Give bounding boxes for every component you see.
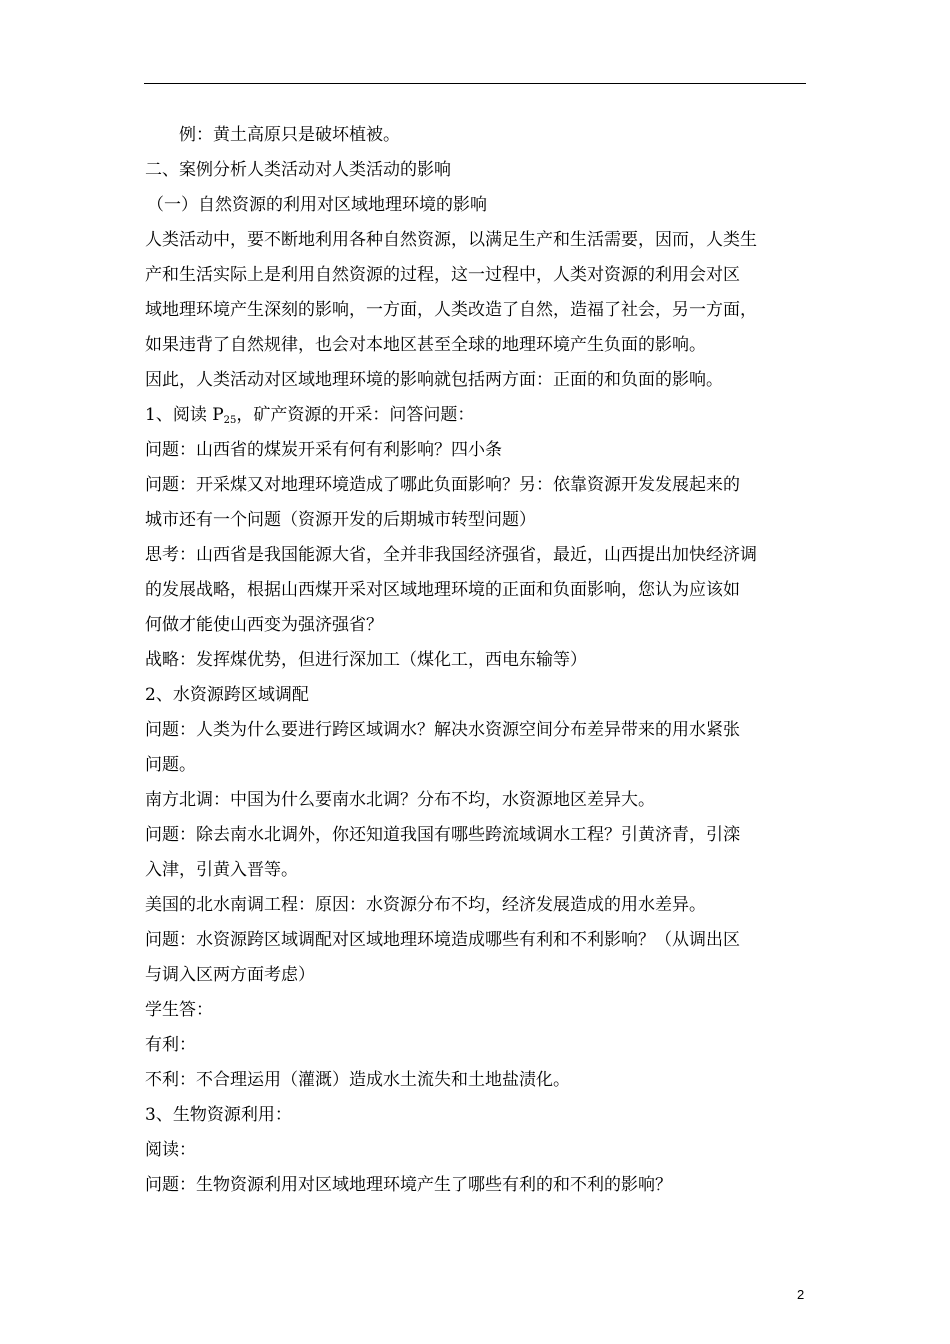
disadvantages-line: 不利：不合理运用（灌溉）造成水土流失和土地盐渍化。 — [145, 1070, 570, 1090]
item-heading-water: 2、水资源跨区域调配 — [145, 685, 309, 705]
question-line: 问题：水资源跨区域调配对区域地理环境造成哪些有利和不利影响？（从调出区 — [145, 930, 740, 950]
paragraph-line: 与调入区两方面考虑） — [145, 965, 315, 985]
question-line: 问题：除去南水北调外，你还知道我国有哪些跨流域调水工程？引黄济青，引滦 — [145, 825, 740, 845]
question-line: 问题：人类为什么要进行跨区域调水？解决水资源空间分布差异带来的用水紧张 — [145, 720, 740, 740]
paragraph-line: 的发展战略，根据山西煤开采对区域地理环境的正面和负面影响，您认为应该如 — [145, 580, 740, 600]
paragraph-line: 城市还有一个问题（资源开发的后期城市转型问题） — [145, 510, 536, 530]
page-subscript: 25 — [223, 415, 237, 426]
page-number: 2 — [797, 1287, 805, 1302]
student-answer-label: 学生答： — [145, 1000, 213, 1020]
reading-label: 阅读： — [145, 1140, 196, 1160]
paragraph-line: 如果违背了自然规律，也会对本地区甚至全球的地理环境产生负面的影响。 — [145, 335, 706, 355]
section-heading: 二、案例分析人类活动对人类活动的影响 — [145, 160, 451, 180]
question-line: 问题：生物资源利用对区域地理环境产生了哪些有利的和不利的影响？ — [145, 1175, 672, 1195]
paragraph-line: 美国的北水南调工程：原因：水资源分布不均，经济发展造成的用水差异。 — [145, 895, 706, 915]
paragraph-line: 入津，引黄入晋等。 — [145, 860, 298, 880]
item-heading-pre: 1、阅读 P — [145, 405, 224, 425]
paragraph-line: 因此，人类活动对区域地理环境的影响就包括两方面：正面的和负面的影响。 — [145, 370, 723, 390]
question-line: 问题：开采煤又对地理环境造成了哪此负面影响？另：依靠资源开发发展起来的 — [145, 475, 740, 495]
paragraph-line: 人类活动中，要不断地利用各种自然资源，以满足生产和生活需要，因而，人类生 — [145, 230, 757, 250]
strategy-line: 战略：发挥煤优势，但进行深加工（煤化工，西电东输等） — [145, 650, 587, 670]
paragraph-line: 何做才能使山西变为强济强省？ — [145, 615, 383, 635]
thinking-line: 思考：山西省是我国能源大省，全并非我国经济强省，最近，山西提出加快经济调 — [145, 545, 757, 565]
item-heading-bio: 3、生物资源利用： — [145, 1105, 292, 1125]
item-heading-post: ，矿产资源的开采：问答问题： — [236, 405, 475, 425]
header-rule — [144, 83, 806, 84]
paragraph-line: 南方北调：中国为什么要南水北调？分布不均，水资源地区差异大。 — [145, 790, 655, 810]
document-body — [145, 118, 810, 1203]
subsection-heading: （一）自然资源的利用对区域地理环境的影响 — [147, 195, 487, 215]
paragraph-line: 问题。 — [145, 755, 196, 775]
paragraph-line: 域地理环境产生深刻的影响，一方面，人类改造了自然，造福了社会，另一方面， — [145, 300, 757, 320]
question-line: 问题：山西省的煤炭开采有何有利影响？四小条 — [145, 440, 502, 460]
item-heading-mining — [145, 398, 810, 433]
paragraph-line: 产和生活实际上是利用自然资源的过程，这一过程中，人类对资源的利用会对区 — [145, 265, 740, 285]
example-line: 例：黄土高原只是破坏植被。 — [179, 125, 400, 145]
advantages-label: 有利： — [145, 1035, 196, 1055]
